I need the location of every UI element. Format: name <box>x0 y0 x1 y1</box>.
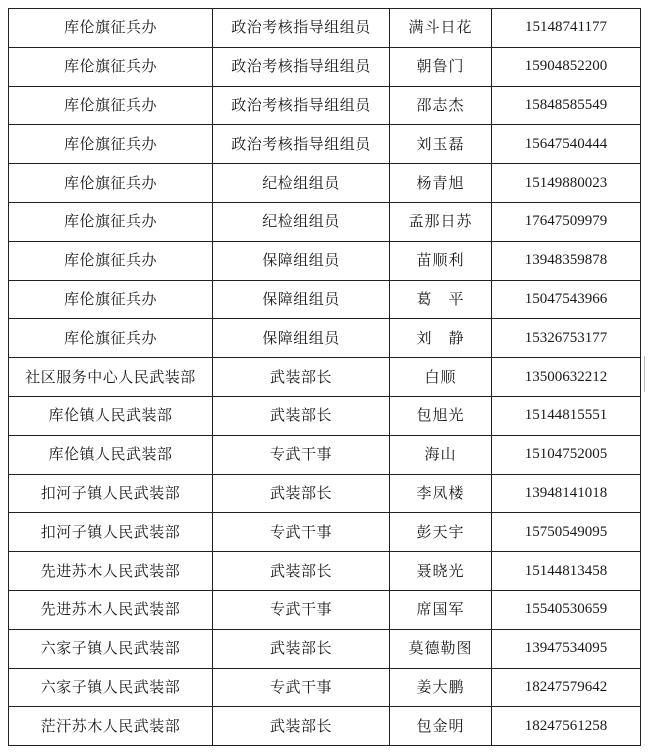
role-cell: 专武干事 <box>213 590 390 629</box>
table-row <box>9 86 641 125</box>
name-cell: 姜大鹏 <box>390 668 492 707</box>
phone-cell: 15540530659 <box>492 590 641 629</box>
table-row <box>9 435 641 474</box>
name-cell: 邵志杰 <box>390 86 492 125</box>
unit-cell: 库伦镇人民武装部 <box>9 435 213 474</box>
contact-table-body <box>9 9 641 746</box>
table-row <box>9 590 641 629</box>
table-row <box>9 280 641 319</box>
role-cell: 专武干事 <box>213 435 390 474</box>
table-row <box>9 47 641 86</box>
name-cell: 朝鲁门 <box>390 47 492 86</box>
role-cell: 专武干事 <box>213 513 390 552</box>
table-row <box>9 202 641 241</box>
name-cell: 李凤楼 <box>390 474 492 513</box>
unit-cell: 先进苏木人民武装部 <box>9 552 213 591</box>
phone-cell: 15144813458 <box>492 552 641 591</box>
role-cell: 武装部长 <box>213 629 390 668</box>
role-cell: 政治考核指导组组员 <box>213 86 390 125</box>
role-cell: 政治考核指导组组员 <box>213 125 390 164</box>
contact-table <box>8 8 641 746</box>
phone-cell: 18247579642 <box>492 668 641 707</box>
unit-cell: 库伦旗征兵办 <box>9 319 213 358</box>
name-cell: 包金明 <box>390 707 492 746</box>
table-row <box>9 241 641 280</box>
role-cell: 武装部长 <box>213 474 390 513</box>
name-cell: 白顺 <box>390 358 492 397</box>
name-cell: 苗顺利 <box>390 241 492 280</box>
unit-cell: 库伦旗征兵办 <box>9 241 213 280</box>
role-cell: 武装部长 <box>213 552 390 591</box>
unit-cell: 库伦旗征兵办 <box>9 47 213 86</box>
phone-cell: 13948359878 <box>492 241 641 280</box>
phone-cell: 15848585549 <box>492 86 641 125</box>
table-row <box>9 629 641 668</box>
unit-cell: 库伦旗征兵办 <box>9 9 213 48</box>
role-cell: 政治考核指导组组员 <box>213 9 390 48</box>
table-row <box>9 319 641 358</box>
role-cell: 武装部长 <box>213 396 390 435</box>
name-cell: 聂晓光 <box>390 552 492 591</box>
phone-cell: 15750549095 <box>492 513 641 552</box>
phone-cell: 18247561258 <box>492 707 641 746</box>
role-cell: 专武干事 <box>213 668 390 707</box>
name-cell: 满斗日花 <box>390 9 492 48</box>
phone-cell: 15104752005 <box>492 435 641 474</box>
phone-cell: 15047543966 <box>492 280 641 319</box>
phone-cell: 15144815551 <box>492 396 641 435</box>
role-cell: 纪检组组员 <box>213 202 390 241</box>
name-cell: 海山 <box>390 435 492 474</box>
phone-cell: 15647540444 <box>492 125 641 164</box>
roster-sheet <box>8 8 641 746</box>
phone-cell: 13947534095 <box>492 629 641 668</box>
name-cell: 刘玉磊 <box>390 125 492 164</box>
role-cell: 保障组组员 <box>213 319 390 358</box>
unit-cell: 库伦旗征兵办 <box>9 164 213 203</box>
name-cell: 莫德勒图 <box>390 629 492 668</box>
unit-cell: 扣河子镇人民武装部 <box>9 513 213 552</box>
unit-cell: 扣河子镇人民武装部 <box>9 474 213 513</box>
role-cell: 保障组组员 <box>213 280 390 319</box>
table-row <box>9 358 641 397</box>
role-cell: 政治考核指导组组员 <box>213 47 390 86</box>
phone-cell: 15149880023 <box>492 164 641 203</box>
table-row <box>9 125 641 164</box>
name-cell: 包旭光 <box>390 396 492 435</box>
phone-cell: 13948141018 <box>492 474 641 513</box>
table-row <box>9 707 641 746</box>
unit-cell: 库伦镇人民武装部 <box>9 396 213 435</box>
table-row <box>9 668 641 707</box>
table-row <box>9 9 641 48</box>
phone-cell: 13500632212 <box>492 358 641 397</box>
table-row <box>9 513 641 552</box>
name-cell: 孟那日苏 <box>390 202 492 241</box>
phone-cell: 15904852200 <box>492 47 641 86</box>
table-row <box>9 474 641 513</box>
page-edge-marker <box>644 356 651 392</box>
role-cell: 武装部长 <box>213 707 390 746</box>
phone-cell: 15326753177 <box>492 319 641 358</box>
role-cell: 保障组组员 <box>213 241 390 280</box>
unit-cell: 库伦旗征兵办 <box>9 202 213 241</box>
unit-cell: 库伦旗征兵办 <box>9 125 213 164</box>
unit-cell: 库伦旗征兵办 <box>9 280 213 319</box>
unit-cell: 茫汗苏木人民武装部 <box>9 707 213 746</box>
role-cell: 纪检组组员 <box>213 164 390 203</box>
unit-cell: 六家子镇人民武装部 <box>9 629 213 668</box>
name-cell: 彭天宇 <box>390 513 492 552</box>
unit-cell: 库伦旗征兵办 <box>9 86 213 125</box>
name-cell: 席国军 <box>390 590 492 629</box>
unit-cell: 六家子镇人民武装部 <box>9 668 213 707</box>
table-row <box>9 552 641 591</box>
table-row <box>9 164 641 203</box>
name-cell: 刘 静 <box>390 319 492 358</box>
name-cell: 杨青旭 <box>390 164 492 203</box>
unit-cell: 先进苏木人民武装部 <box>9 590 213 629</box>
role-cell: 武装部长 <box>213 358 390 397</box>
table-row <box>9 396 641 435</box>
phone-cell: 17647509979 <box>492 202 641 241</box>
phone-cell: 15148741177 <box>492 9 641 48</box>
unit-cell: 社区服务中心人民武装部 <box>9 358 213 397</box>
name-cell: 葛 平 <box>390 280 492 319</box>
